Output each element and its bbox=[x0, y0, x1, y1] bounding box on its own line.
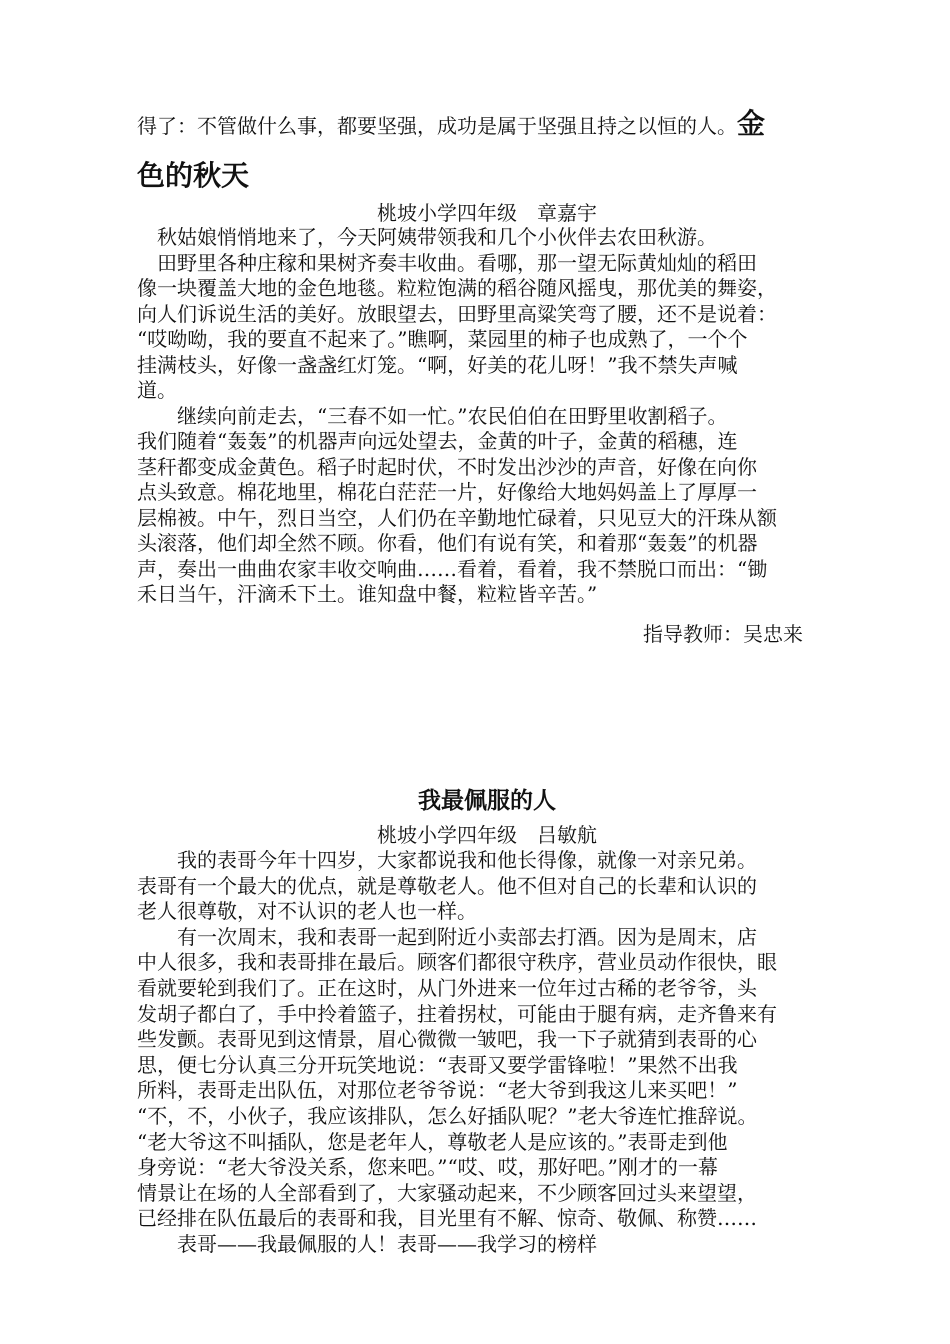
paragraph-line: 层棉被。中午，烈日当空，人们仍在辛勤地忙碌着，只见豆大的汗珠从额 bbox=[137, 505, 777, 530]
essay1-title: 色的秋天 bbox=[137, 159, 250, 192]
paragraph-line: 像一块覆盖大地的金色地毯。粒粒饱满的稻谷随风摇曳，那优美的舞姿， bbox=[137, 276, 777, 300]
paragraph-line: 些发颤。表哥见到这情景，眉心微微一皱吧，我一下子就猜到表哥的心 bbox=[137, 1027, 757, 1052]
paragraph-line: 向人们诉说生活的美好。放眼望去，田野里高粱笑弯了腰，还不是说着： bbox=[137, 301, 777, 326]
essay2-byline: 桃坡小学四年级 吕敏航 bbox=[377, 823, 597, 847]
paragraph-line: 田野里各种庄稼和果树齐奏丰收曲。看哪，那一望无际黄灿灿的稻田 bbox=[137, 250, 757, 275]
paragraph-line: “老大爷这不叫插队，您是老年人，尊敬老人是应该的。”表哥走到他 bbox=[137, 1129, 728, 1154]
essay2-title: 我最佩服的人 bbox=[418, 788, 556, 814]
paragraph-line: 道。 bbox=[137, 378, 177, 402]
paragraph-line: 中人很多，我和表哥排在最后。顾客们都很守秩序，营业员动作很快，眼 bbox=[137, 950, 777, 975]
paragraph-line: 情景让在场的人全部看到了，大家骚动起来，不少顾客回过头来望望， bbox=[137, 1180, 757, 1205]
paragraph-line: 我的表哥今年十四岁，大家都说我和他长得像，就像一对亲兄弟。 bbox=[137, 848, 757, 872]
essay1-title-start: 金 bbox=[737, 107, 766, 140]
essay1-byline: 桃坡小学四年级 章嘉宇 bbox=[377, 201, 597, 225]
paragraph-line: “不，不，小伙子，我应该排队，怎么好插队呢？”老大爷连忙推辞说。 bbox=[137, 1104, 758, 1128]
paragraph-line: 有一次周末，我和表哥一起到附近小卖部去打酒。因为是周末，店 bbox=[137, 924, 757, 949]
essay1-intro-line bbox=[137, 107, 817, 140]
paragraph-line: 已经排在队伍最后的表哥和我，目光里有不解、惊奇、敬佩、称赞…… bbox=[137, 1206, 757, 1231]
paragraph-line: 表哥——我最佩服的人！表哥——我学习的榜样 bbox=[137, 1232, 597, 1256]
paragraph-line: 茎秆都变成金黄色。稻子时起时伏，不时发出沙沙的声音，好像在向你 bbox=[137, 454, 757, 479]
essay1-teacher: 指导教师：吴忠来 bbox=[643, 622, 803, 646]
paragraph-line: 点头致意。棉花地里，棉花白茫茫一片，好像给大地妈妈盖上了厚厚一 bbox=[137, 480, 757, 504]
intro-text: 得了：不管做什么事，都要坚强，成功是属于坚强且持之以恒的人。 bbox=[137, 114, 737, 138]
paragraph-line: 声，奏出一曲曲农家丰收交响曲……看着，看着，我不禁脱口而出：“锄 bbox=[137, 556, 768, 581]
paragraph-line: 表哥有一个最大的优点，就是尊敬老人。他不但对自己的长辈和认识的 bbox=[137, 873, 757, 898]
paragraph-line: 发胡子都白了，手中拎着篮子，拄着拐杖，可能由于腿有病，走齐鲁来有 bbox=[137, 1001, 777, 1026]
paragraph-line: 秋姑娘悄悄地来了，今天阿姨带领我和几个小伙伴去农田秋游。 bbox=[137, 225, 717, 249]
paragraph-line: 禾日当午，汗滴禾下土。谁知盘中餐，粒粒皆辛苦。” bbox=[137, 582, 598, 606]
paragraph-line: 挂满枝头，好像一盏盏红灯笼。“啊，好美的花儿呀！”我不禁失声喊 bbox=[137, 352, 738, 377]
paragraph-line: 头滚落，他们却全然不顾。你看，他们有说有笑，和着那“轰轰”的机器 bbox=[137, 531, 758, 555]
paragraph-line: 看就要轮到我们了。正在这时，从门外进来一位年过古稀的老爷爷，头 bbox=[137, 976, 757, 1000]
paragraph-line: 所料，表哥走出队伍，对那位老爷爷说：“老大爷到我这儿来买吧！” bbox=[137, 1078, 738, 1103]
paragraph-line: 我们随着“轰轰”的机器声向远处望去，金黄的叶子，金黄的稻穗，连 bbox=[137, 429, 738, 453]
paragraph-line: “哎呦呦，我的要直不起来了。”瞧啊，菜园里的柿子也成熟了，一个个 bbox=[137, 327, 748, 351]
paragraph-line: 继续向前走去，“三春不如一忙。”农民伯伯在田野里收割稻子。 bbox=[137, 403, 728, 428]
paragraph-line: 老人很尊敬，对不认识的老人也一样。 bbox=[137, 899, 477, 924]
paragraph-line: 思，便七分认真三分开玩笑地说：“表哥又要学雷锋啦！”果然不出我 bbox=[137, 1052, 738, 1077]
paragraph-line: 身旁说：“老大爷没关系，您来吧。”“哎、哎，那好吧。”刚才的一幕 bbox=[137, 1155, 718, 1180]
